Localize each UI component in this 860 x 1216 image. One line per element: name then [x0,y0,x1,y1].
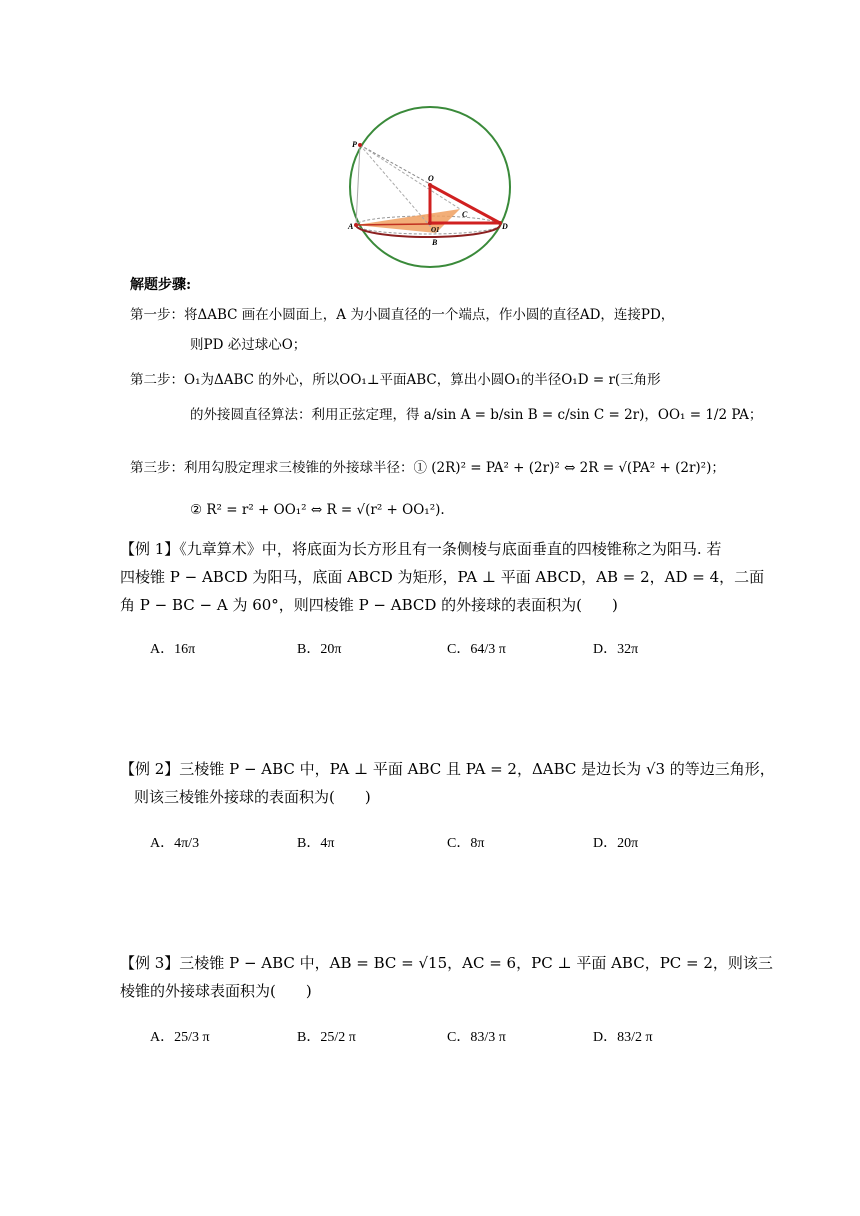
example2-line1: 【例 2】三棱锥 P − ABC 中，PA ⊥ 平面 ABC 且 PA = 2，ΔABC 是边长为 √3 的等边三角形， [120,760,775,778]
example2-line2: 则该三棱锥外接球的表面积为( ) [134,788,371,806]
base-triangle [356,209,460,233]
label-a: A [348,222,354,231]
example3-option-c[interactable]: C．83/3 π [447,1030,506,1045]
label-o1: O1 [431,226,440,234]
edge-pc [360,145,460,209]
step1-line2: 则PD 必过球心O； [190,337,307,353]
example3-option-d[interactable]: D．83/2 π [593,1030,653,1045]
example1-line1: 【例 1】《九章算术》中，将底面为长方形且有一条侧棱与底面垂直的四棱锥称之为阳马. 若 [120,540,722,558]
step2-line1: 第二步：O₁为ΔABC 的外心，所以OO₁⊥平面ABC，算出小圆O₁的半径O₁D = r(三角形 [130,372,661,388]
example1-option-d[interactable]: D．32π [593,642,639,657]
label-o: O [428,174,434,183]
example1-option-b[interactable]: B．20π [297,642,342,657]
label-b: B [432,238,438,247]
step3-line2: ② R² = r² + OO₁² ⇔ R = √(r² + OO₁²). [190,502,445,518]
label-d: D [502,222,508,231]
step2-text: 的外接圆直径算法：利用正弦定理，得 [190,407,420,423]
example1-option-c[interactable]: C．64/3 π [447,642,506,657]
example2-option-c[interactable]: C．8π [447,836,485,851]
step3-line1: 第三步：利用勾股定理求三棱锥的外接球半径：① (2R)² = PA² + (2r)² ⇔ 2R = √(PA² + (2r)²)； [130,460,725,476]
example3-line2: 棱锥的外接球表面积为( ) [120,982,312,1000]
example1-line3: 角 P − BC − A 为 60°，则四棱锥 P − ABCD 的外接球的表面积为( ) [120,596,618,614]
step1-line1: 第一步：将ΔABC 画在小圆面上，A 为小圆直径的一个端点，作小圆的直径AD，连接PD， [130,307,675,323]
example2-option-a[interactable]: A．4π/3 [150,836,200,851]
sphere-figure [340,105,520,270]
step2-equation: a/sin A = b/sin B = c/sin C = 2r)，OO₁ = 1/2 PA； [423,407,763,423]
example2-option-d[interactable]: D．20π [593,836,639,851]
label-c: C [462,210,468,219]
step2-line2 [190,405,762,425]
example3-option-a[interactable]: A．25/3 π [150,1030,210,1045]
example1-option-a[interactable]: A．16π [150,642,196,657]
steps-heading: 解题步骤: [130,277,192,293]
example3-line1: 【例 3】三棱锥 P − ABC 中，AB = BC = √15，AC = 6，PC ⊥ 平面 ABC，PC = 2，则该三 [120,954,773,972]
example1-line2: 四棱锥 P − ABCD 为阳马，底面 ABCD 为矩形，PA ⊥ 平面 ABCD，AB = 2，AD = 4，二面 [120,568,765,586]
label-p: P [352,140,357,149]
example2-option-b[interactable]: B．4π [297,836,335,851]
example3-option-b[interactable]: B．25/2 π [297,1030,356,1045]
